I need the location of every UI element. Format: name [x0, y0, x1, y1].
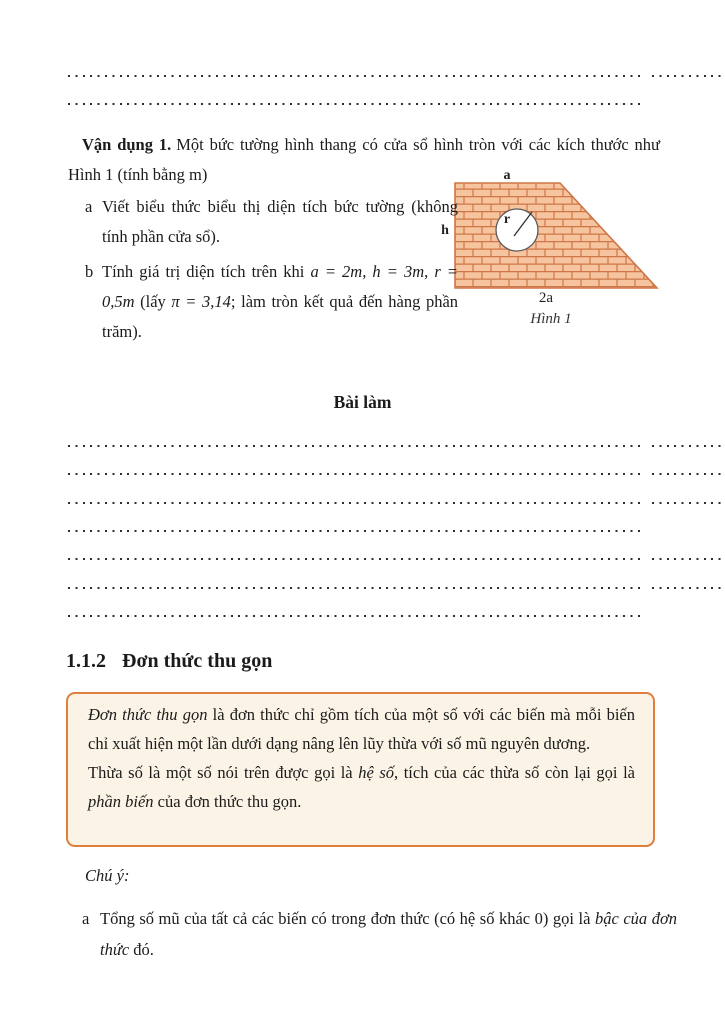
section-title: Đơn thức thu gọn	[122, 650, 273, 672]
worksheet-title: Bài làm	[333, 392, 392, 412]
term-phan-bien: phần biến	[88, 792, 154, 811]
exercise-item-a	[85, 192, 458, 252]
note-item-a	[82, 903, 677, 965]
dotted-line	[68, 502, 640, 504]
math-pi-value: π = 3,14	[171, 292, 231, 311]
exercise-item-b	[85, 257, 458, 347]
note-heading: Chú ý:	[85, 866, 130, 885]
dim-label-r: r	[503, 212, 511, 227]
dim-label-2a: 2a	[538, 290, 554, 306]
section-heading	[66, 650, 272, 673]
dim-label-h: h	[441, 223, 449, 238]
dotted-line	[68, 473, 640, 475]
dotted-line	[68, 530, 645, 532]
dotted-line	[68, 615, 645, 617]
item-b-label: b	[85, 262, 94, 281]
item-b-text: Tính giá trị diện tích trên khi a = 2m, h = 3m, r = 0,5m (lấy π = 3,14; làm tròn kết quả đến hàng phần trăm).	[102, 262, 459, 341]
dotted-line	[68, 587, 640, 589]
definition-paragraph-2: Thừa số là một số nói trên được gọi là hệ số, tích của các thừa số còn lại gọi là phần biến của đơn thức thu gọn.	[88, 763, 635, 811]
exercise-intro-text: Một bức tường hình thang có cửa sổ hình tròn với các kích thước như Hình 1 (tính bằng m)	[68, 134, 660, 184]
note-item-label: a	[82, 909, 90, 928]
item-a-label: a	[85, 197, 93, 216]
dotted-line	[68, 558, 640, 560]
dotted-line	[68, 75, 640, 77]
section-number: 1.1.2	[66, 650, 106, 672]
dotted-line	[68, 103, 645, 105]
dim-label-a: a	[503, 168, 511, 183]
exercise-label: Vận dụng 1.	[82, 134, 172, 154]
definition-term: Đơn thức thu gọn	[88, 705, 208, 724]
note-item-text: Tổng số mũ của tất cả các biến có trong đơn thức (có hệ số khác 0) gọi là bậc của đơn thức đó.	[100, 909, 677, 959]
definition-box	[66, 692, 655, 847]
term-he-so: hệ số	[358, 763, 395, 782]
figure-wall-diagram	[437, 166, 682, 336]
term-bac-cua-don-thuc: bậc của đơn thức	[100, 909, 677, 959]
definition-paragraph-1: Đơn thức thu gọn là đơn thức chỉ gồm tích của một số với các biến mà mỗi biến chỉ xuất hiện một lần dưới dạng nâng lên lũy thừa với số mũ nguyên dương.	[88, 705, 635, 753]
figure-caption: Hình 1	[530, 311, 572, 327]
brick-wall-shape	[455, 183, 657, 288]
dotted-line	[68, 445, 640, 447]
round-window	[496, 209, 538, 251]
wall-trapezoid-figure	[437, 166, 682, 336]
item-a-text: Viết biểu thức biểu thị diện tích bức tường (không tính phần cửa sổ).	[102, 197, 458, 246]
math-expression: a = 2m, h = 3m, r = 0,5m	[102, 262, 458, 311]
